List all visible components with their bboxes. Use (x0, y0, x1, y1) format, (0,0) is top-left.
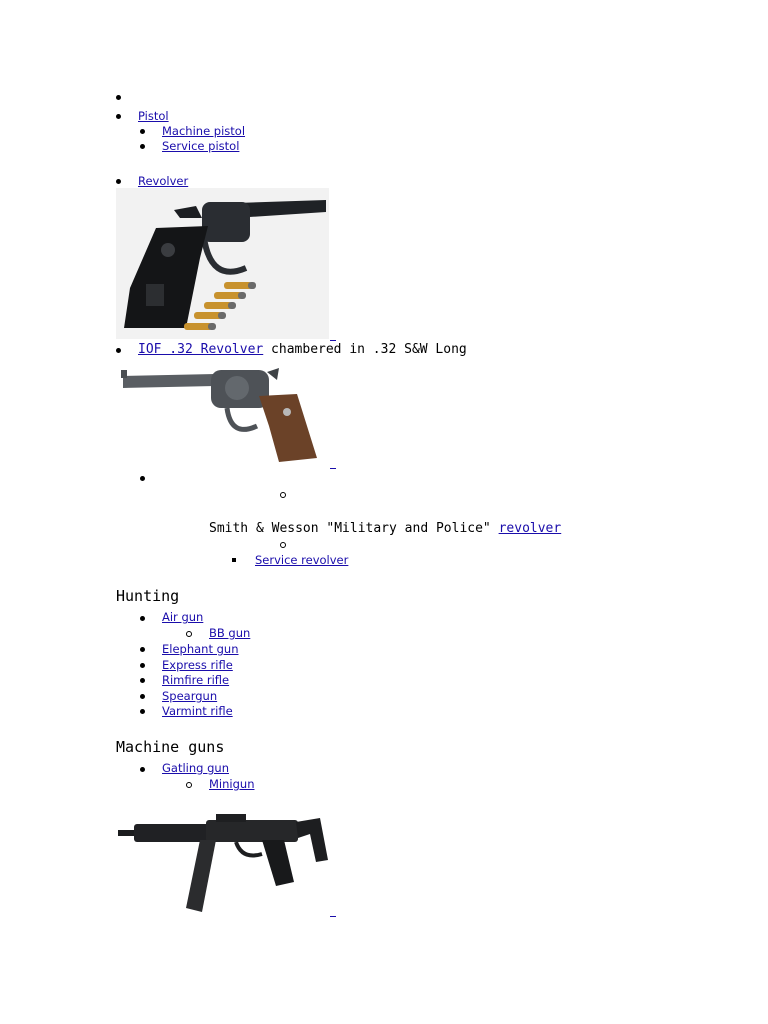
link-service-revolver[interactable]: Service revolver (255, 553, 349, 567)
link-air-gun[interactable]: Air gun (162, 610, 204, 624)
list-bullet-square (232, 558, 236, 562)
link-speargun[interactable]: Speargun (162, 689, 218, 703)
submachine-gun-photo (116, 810, 329, 915)
list-bullet (140, 694, 145, 699)
list-bullet (140, 476, 145, 481)
sw-caption (209, 521, 561, 537)
smith-wesson-revolver-photo (119, 366, 329, 466)
heading-machine-guns: Machine guns (116, 738, 225, 756)
link-minigun[interactable]: Minigun (209, 777, 255, 791)
link-service-pistol[interactable]: Service pistol (162, 139, 240, 153)
list-bullet-hollow (280, 542, 286, 548)
list-bullet (140, 678, 145, 683)
sw-caption-text: Smith & Wesson "Military and Police" (209, 521, 499, 536)
list-bullet (140, 616, 145, 621)
list-bullet (116, 114, 121, 119)
image-link-underline[interactable] (330, 340, 336, 341)
revolver-with-bullets-photo (116, 188, 329, 339)
link-bb-gun[interactable]: BB gun (209, 626, 251, 640)
link-machine-pistol[interactable]: Machine pistol (162, 124, 246, 138)
link-express-rifle[interactable]: Express rifle (162, 658, 233, 672)
list-bullet (140, 767, 145, 772)
list-bullet (116, 348, 121, 353)
image-link-underline[interactable] (330, 468, 336, 469)
link-pistol[interactable]: Pistol (138, 109, 169, 123)
link-iof-32-revolver[interactable]: IOF .32 Revolver (138, 342, 264, 357)
list-bullet-hollow (280, 492, 286, 498)
link-sw-revolver[interactable]: revolver (498, 521, 562, 536)
list-bullet (116, 95, 121, 100)
link-varmint-rifle[interactable]: Varmint rifle (162, 704, 233, 718)
link-revolver[interactable]: Revolver (138, 174, 189, 188)
list-bullet (140, 144, 145, 149)
list-bullet (116, 179, 121, 184)
image-link-underline[interactable] (330, 916, 336, 917)
link-gatling-gun[interactable]: Gatling gun (162, 761, 229, 775)
list-bullet-hollow (186, 782, 192, 788)
heading-hunting: Hunting (116, 587, 180, 605)
list-bullet (140, 709, 145, 714)
list-bullet (140, 663, 145, 668)
iof-caption-text: chambered in .32 S&W Long (263, 342, 467, 357)
list-bullet (140, 647, 145, 652)
link-elephant-gun[interactable]: Elephant gun (162, 642, 239, 656)
link-rimfire-rifle[interactable]: Rimfire rifle (162, 673, 230, 687)
iof-caption (138, 342, 467, 358)
list-bullet (140, 129, 145, 134)
list-bullet-hollow (186, 631, 192, 637)
